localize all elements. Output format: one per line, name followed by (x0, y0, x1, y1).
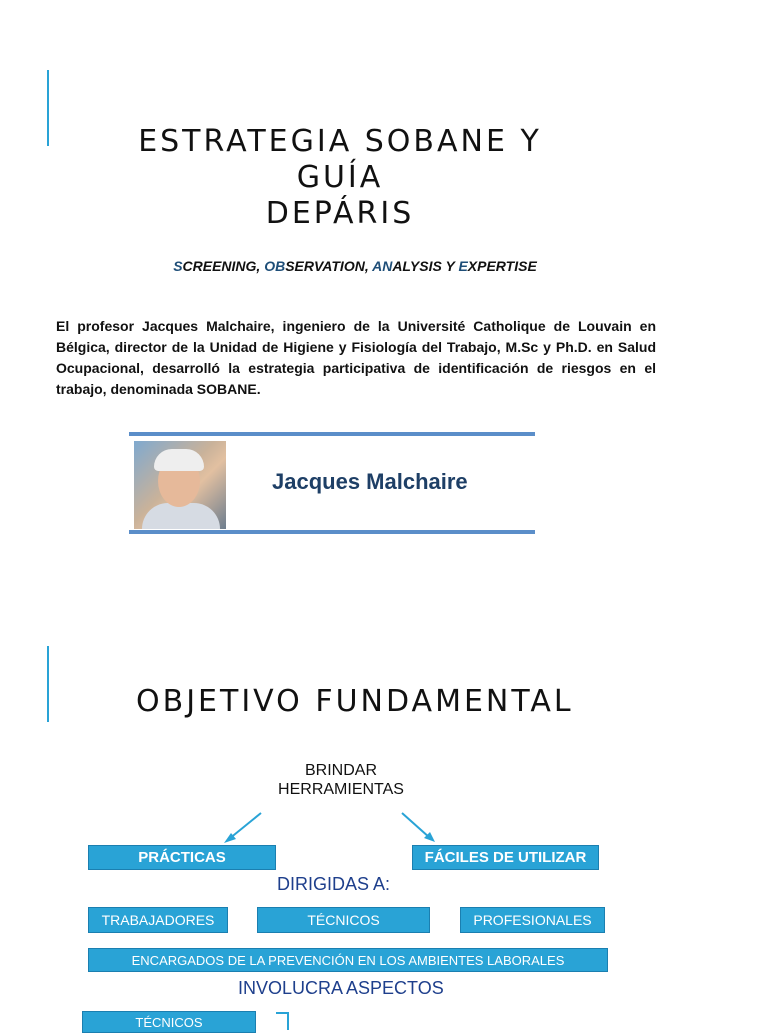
practicas-box: PRÁCTICAS (88, 845, 276, 870)
subtitle-text: ALYSIS Y (392, 258, 459, 274)
subtitle-text: SERVATION, (285, 258, 373, 274)
portrait-shirt (142, 503, 220, 529)
involucra-label: INVOLUCRA ASPECTOS (238, 978, 444, 998)
brindar-line2: HERRAMIENTAS (278, 781, 404, 798)
tecnicos-bottom-box: TÉCNICOS (82, 1011, 256, 1033)
brindar-herramientas (256, 761, 426, 799)
profesionales-box: PROFESIONALES (460, 907, 605, 933)
trabajadores-box: TRABAJADORES (88, 907, 228, 933)
brindar-line1: BRINDAR (304, 762, 377, 779)
slide1-subtitle (0, 258, 710, 274)
slide1-title (130, 124, 550, 232)
slide1-accent-bar (47, 70, 49, 146)
bracket-icon (274, 1010, 294, 1030)
slide2-accent-bar (47, 646, 49, 722)
subtitle-highlight: OB (264, 258, 286, 274)
subtitle-text: XPERTISE (467, 258, 537, 274)
subtitle-highlight: E (458, 258, 468, 274)
encargados-box: ENCARGADOS DE LA PREVENCIÓN EN LOS AMBIENTES LABORALES (88, 948, 608, 972)
faciles-box: FÁCILES DE UTILIZAR (412, 845, 599, 870)
slide1-title-line2: DEPÁRIS (265, 196, 415, 231)
slide2-title: OBJETIVO FUNDAMENTAL (136, 684, 574, 719)
portrait-photo (134, 441, 226, 529)
malchaire-banner (129, 432, 535, 534)
portrait-hair (154, 449, 204, 471)
subtitle-highlight: S (173, 258, 183, 274)
subtitle-text: CREENING, (182, 258, 265, 274)
slide1-paragraph: El profesor Jacques Malchaire, ingeniero de la Université Catholique de Louvain en Bélgica, director de la Unidad de Higiene y Fisiología del Trabajo, M.Sc y Ph.D. en Salud Ocupacional, desarrolló la estrategia participativa de identificación de riesgos en el trabajo, denominada SOBANE. (56, 318, 656, 397)
tecnicos-box: TÉCNICOS (257, 907, 430, 933)
subtitle-highlight: AN (372, 258, 393, 274)
slide1-title-line1: ESTRATEGIA SOBANE Y GUÍA (138, 124, 542, 195)
banner-name: Jacques Malchaire (272, 469, 468, 494)
dirigidas-label: DIRIGIDAS A: (277, 874, 391, 894)
